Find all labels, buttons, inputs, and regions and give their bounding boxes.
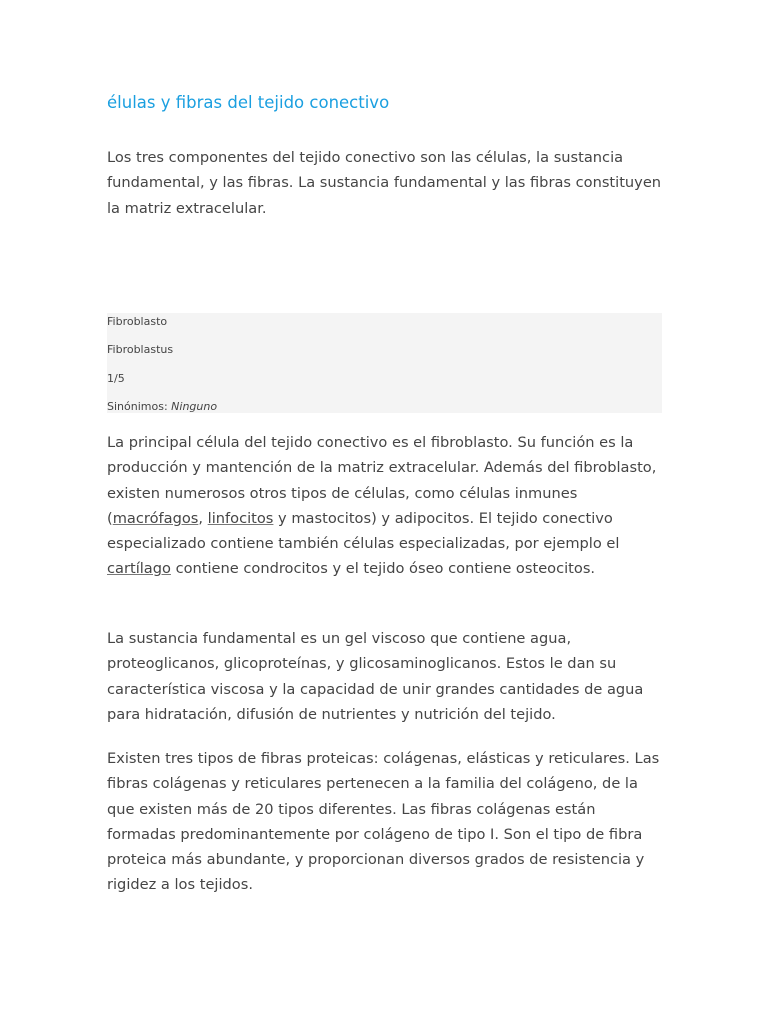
caption-latin-name: Fibroblastus [107,343,174,356]
caption-synonyms [107,400,217,414]
paragraph-cells [107,430,663,582]
intro-paragraph: Los tres componentes del tejido conectivo son las células, la sustancia fundamental, y las fibras. La sustancia fundamental y las fibras constituyen la matriz extracelular. [107,149,662,217]
link-cartilago[interactable]: cartílago [107,560,171,578]
text-span: contiene condrocitos y el tejido óseo contiene osteocitos. [170,560,596,578]
paragraph-fibers: Existen tres tipos de fibras proteicas: colágenas, elásticas y reticulares. Las fibras colágenas y reticulares pertenecen a la familia del colágeno, de la que existen más de 20 tipos diferentes. Las fibras colágenas están formadas predominantemente por colágeno de tipo I. Son el tipo de fibra proteica más abundante, y proporcionan diversos grados de resistencia y rigidez a los tejidos. [107,750,660,894]
text-span: La principal célula del tejido conectivo es el fibroblasto. Su función es la producción y mantención de la matriz extracelular. Además del fibroblasto, existen numerosos otros tipos de células, como células inmunes ( [107,434,657,527]
caption-title: Fibroblasto [107,315,168,328]
image-caption-box [107,313,662,413]
synonyms-value: Ninguno [171,400,218,413]
link-linfocitos[interactable]: linfocitos [207,509,274,527]
section-heading: élulas y fibras del tejido conectivo [107,93,390,112]
text-span: y mastocitos) y adipocitos. El tejido conectivo especializado contiene también células especializadas, por ejemplo el [107,509,620,553]
paragraph-ground-substance: La sustancia fundamental es un gel viscoso que contiene agua, proteoglicanos, glicoproteínas, y glicosaminoglicanos. Estos le dan su característica viscosa y la capacidad de unir grandes cantidades de agua para hidratación, difusión de nutrientes y nutrición del tejido. [107,630,644,723]
caption-counter: 1/5 [107,372,125,385]
synonyms-label: Sinónimos: [107,400,172,413]
text-span: , [198,509,208,527]
link-macrofagos[interactable]: macrófagos [112,509,199,527]
